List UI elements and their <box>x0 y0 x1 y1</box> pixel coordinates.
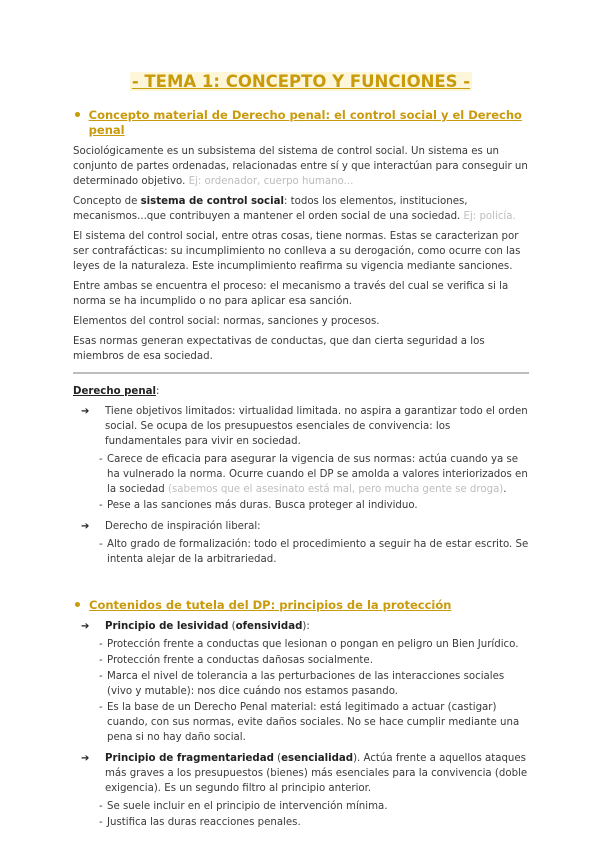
arrow-item: ➔ Principio de lesividad (ofensividad): <box>81 621 310 632</box>
dash-item: - Protección frente a conductas que lesionan o pongan en peligro un Bien Jurídico. <box>99 639 519 650</box>
paragraph: Esas normas generan expectativas de conductas, que dan cierta seguridad a los miembros de esa sociedad. <box>73 336 485 362</box>
dash-item: - Protección frente a conductas dañosas socialmente. <box>99 655 373 666</box>
dash-item: - Justifica las duras reacciones penales. <box>99 817 301 828</box>
document-page <box>73 70 529 831</box>
dash-item: - Es la base de un Derecho Penal material: está legitimado a actuar (castigar) cuando, con sus normas, evite daños sociales. No se hace cumplir mediante una pena si no hay daño social. <box>99 702 520 743</box>
dash-item: - Se suele incluir en el principio de intervención mínima. <box>99 801 388 812</box>
page-title: - TEMA 1: CONCEPTO Y FUNCIONES - <box>131 72 471 91</box>
section-heading: Contenidos de tutela del DP: principios de la protección <box>73 598 529 613</box>
bullet-icon <box>75 602 80 607</box>
dash-item: - Pese a las sanciones más duras. Busca proteger al individuo. <box>99 500 418 511</box>
arrow-right-icon: ➔ <box>81 406 90 417</box>
paragraph: Sociológicamente es un subsistema del sistema de control social. Un sistema es un conjunto de partes ordenadas, relacionadas entre sí y que interactúan para conseguir un determinado objetivo. Ej: ordenador, cuerpo humano... <box>73 146 528 187</box>
dash-item: - Marca el nivel de tolerancia a las perturbaciones de las interacciones sociales (vivo y mutable): nos dice cuándo nos estamos pasando. <box>99 671 505 697</box>
paragraph: Concepto de sistema de control social: todos los elementos, instituciones, mecanismos...que contribuyen a mantener el orden social de una sociedad. Ej: policía. <box>73 196 516 222</box>
paragraph: Elementos del control social: normas, sanciones y procesos. <box>73 316 380 327</box>
paragraph: Entre ambas se encuentra el proceso: el mecanismo a través del cual se verifica si la norma se ha incumplido o no para aplicar esa sanción. <box>73 281 509 307</box>
arrow-item: ➔ Tiene objetivos limitados: virtualidad limitada. no aspira a garantizar todo el orden social. Se ocupa de los presupuestos esenciales de convivencia: los fundamentales para vivir en sociedad. <box>81 406 528 447</box>
section-heading: Concepto material de Derecho penal: el control social y el Derecho penal <box>73 108 529 138</box>
arrow-right-icon: ➔ <box>81 521 90 532</box>
dash-item: - Alto grado de formalización: todo el procedimiento a seguir ha de estar escrito. Se intenta alejar de la arbitrariedad. <box>99 539 529 565</box>
arrow-item: ➔ Derecho de inspiración liberal: <box>81 521 261 532</box>
arrow-right-icon: ➔ <box>81 753 90 764</box>
arrow-right-icon: ➔ <box>81 621 90 632</box>
dash-item: - Carece de eficacia para asegurar la vigencia de sus normas: actúa cuando ya se ha vulnerado la norma. Ocurre cuando el DP se amolda a valores interiorizados en la sociedad (sabemos que el asesinato está mal, pero mucha gente se droga). <box>99 454 528 495</box>
divider <box>73 372 529 374</box>
paragraph: El sistema del control social, entre otras cosas, tiene normas. Estas se caracterizan por ser contrafácticas: su incumplimiento no conlleva a su derogación, como ocurre con las leyes de la naturaleza. Este incumplimiento reafirma su vigencia mediante sanciones. <box>73 231 521 272</box>
bullet-icon <box>75 112 80 117</box>
arrow-item: ➔ Principio de fragmentariedad (esencialidad). Actúa frente a aquellos ataques más graves a los presupuestos (bienes) más esenciales para la convivencia (doble exigencia). Es un segundo filtro al principio anterior. <box>81 753 528 794</box>
subheading: Derecho penal: <box>73 386 160 397</box>
